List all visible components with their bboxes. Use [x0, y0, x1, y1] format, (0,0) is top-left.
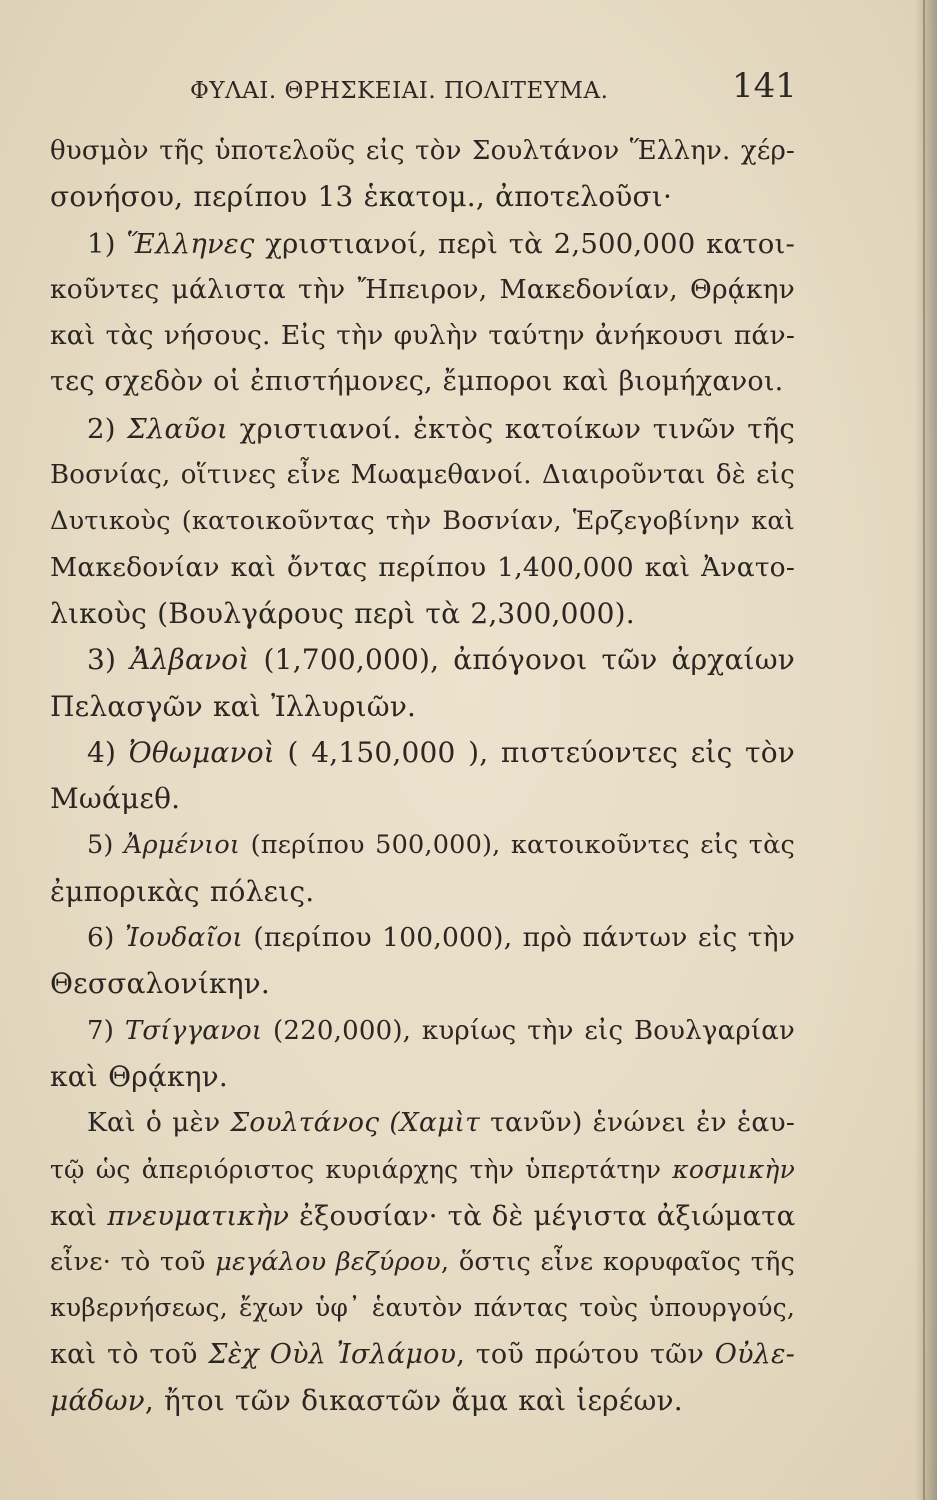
text-run: τανῦν) ἑνώνει ἐν ἑαυ- [479, 1107, 795, 1139]
italic-term: Ἰουδαῖοι [124, 922, 243, 954]
text-run: , ἤτοι τῶν δικαστῶν ἅμα καὶ ἱερέων. [144, 1384, 683, 1418]
text-line [50, 637, 795, 683]
text-run: κυβερνήσεως, ἔχων ὑφ᾽ ἑαυτὸν πάντας τοὺς ὑπουργούς, [50, 1293, 795, 1323]
text-line [50, 174, 795, 220]
text-line [50, 221, 795, 267]
text-run: 1) [87, 227, 127, 260]
text-run: Βοσνίας, οἵτινες εἶνε Μωαμεθανοί. Διαιροῦνται δὲ εἰς [50, 460, 795, 491]
italic-term: Οὐλε- [714, 1338, 796, 1370]
italic-term: Τσίγγανοι [124, 1015, 263, 1046]
text-run: τες σχεδὸν οἱ ἐπιστήμονες, ἔμποροι καὶ βιομήχανοι. [50, 366, 784, 398]
text-run: Καὶ ὁ μὲν [87, 1107, 231, 1139]
page-number: 141 [732, 66, 797, 106]
text-line [50, 1239, 795, 1285]
text-line [50, 452, 795, 498]
text-run: Μακεδονίαν καὶ ὄντας περίπου 1,400,000 καὶ Ἀνατο- [50, 551, 795, 583]
text-run: καὶ τὰς νήσους. Εἰς τὴν φυλὴν ταύτην ἀνήκουσι πάν- [50, 320, 795, 352]
text-run: κοῦντες μάλιστα τὴν Ἤπειρον, Μακεδονίαν, Θρᾴκην [50, 273, 795, 305]
italic-term: κοσμικὴν [672, 1154, 795, 1184]
running-head: ΦΥΛΑΙ. ΘΡΗΣΚΕΙΑΙ. ΠΟΛΙΤΕΥΜΑ. [190, 78, 609, 104]
text-run: (1,700,000), ἀπόγονοι τῶν ἀρχαίων [249, 643, 795, 677]
text-run: λικοὺς (Βουλγάρους περὶ τὰ 2,300,000). [50, 596, 635, 630]
text-line [50, 1378, 795, 1424]
text-line [50, 776, 795, 822]
text-run: (περίπου 500,000), κατοικοῦντες εἰς τὰς [240, 830, 795, 861]
italic-term: Ἀλβανοὶ [130, 643, 250, 677]
text-run: καὶ τὸ τοῦ [50, 1338, 209, 1370]
text-run: 3) [87, 643, 131, 677]
text-line [50, 1100, 795, 1146]
page-edge-shadow [915, 0, 937, 1500]
text-line [50, 961, 795, 1007]
binding-edge-line [923, 0, 925, 1500]
text-line [50, 359, 795, 405]
italic-term: Ἀρμένιοι [124, 830, 241, 861]
text-line [50, 406, 795, 452]
text-run: 6) [87, 922, 125, 954]
text-run: Πελασγῶν καὶ Ἰλλυριῶν. [50, 689, 417, 723]
italic-term: μάδων [50, 1384, 145, 1418]
page-header [190, 66, 797, 110]
italic-term: Ἕλληνες [126, 227, 255, 260]
text-line [50, 1285, 795, 1331]
text-line [50, 684, 795, 730]
text-run: , ὅστις εἶνε κορυφαῖος τῆς [440, 1247, 795, 1278]
text-run: ( 4,150,000 ), πιστεύοντες εἰς τὸν [274, 735, 795, 769]
text-line [50, 915, 795, 961]
text-line [50, 869, 795, 915]
text-run: σονήσου, περίπου 13 ἑκατομ., ἀποτελοῦσι· [50, 180, 673, 214]
italic-term: Σουλτάνος (Χαμὶτ [230, 1107, 480, 1139]
body-text [50, 128, 795, 1424]
italic-term: Ὀθωμανοὶ [128, 735, 275, 769]
text-line [50, 591, 795, 637]
text-line [50, 1332, 795, 1378]
text-line [50, 822, 795, 868]
text-run: Δυτικοὺς (κατοικοῦντας τὴν Βοσνίαν, Ἑρζεγοβίνην καὶ [50, 506, 795, 537]
text-run: , τοῦ πρώτου τῶν [456, 1338, 715, 1370]
text-line [50, 545, 795, 591]
text-line [50, 1008, 795, 1054]
text-line [50, 128, 795, 174]
text-line [50, 1193, 795, 1239]
text-run: ἐξουσίαν· τὰ δὲ μέγιστα ἀξιώματα [289, 1199, 796, 1232]
text-run: 7) [87, 1015, 125, 1046]
text-line [50, 1147, 795, 1193]
text-line [50, 498, 795, 544]
text-run: 5) [87, 830, 125, 861]
text-run: τῷ ὡς ἀπεριόριστος κυριάρχης τὴν ὑπερτάτην [50, 1154, 673, 1184]
italic-term: πνευματικὴν [107, 1199, 290, 1232]
text-run: χριστιανοί. ἐκτὸς κατοίκων τινῶν τῆς [227, 412, 795, 445]
text-line [50, 730, 795, 776]
text-run: χριστιανοί, περὶ τὰ 2,500,000 κατοι- [254, 227, 795, 260]
text-run: θυσμὸν τῆς ὑποτελοῦς εἰς τὸν Σουλτάνον Ἕλλην. χέρ- [50, 136, 795, 166]
text-line [50, 313, 795, 359]
text-run: εἶνε· τὸ τοῦ [50, 1247, 216, 1278]
text-run: καὶ Θρᾴκην. [50, 1059, 229, 1093]
text-run: ἐμπορικὰς πόλεις. [50, 874, 315, 908]
italic-term: Σὲχ Οὺλ Ἰσλάμου [208, 1338, 457, 1370]
text-run: 4) [87, 735, 129, 769]
text-run: Θεσσαλονίκην. [50, 967, 270, 1001]
italic-term: Σλαῦοι [127, 412, 228, 445]
text-run: (220,000), κυρίως τὴν εἰς Βουλγαρίαν [262, 1015, 795, 1046]
text-line [50, 267, 795, 313]
text-run: Μωάμεθ. [50, 782, 181, 816]
text-run: (περίπου 100,000), πρὸ πάντων εἰς τὴν [243, 922, 795, 954]
text-run: 2) [87, 412, 128, 445]
text-line [50, 1054, 795, 1100]
italic-term: μεγάλου βεζύρου [215, 1247, 441, 1278]
text-run: καὶ [50, 1199, 108, 1232]
